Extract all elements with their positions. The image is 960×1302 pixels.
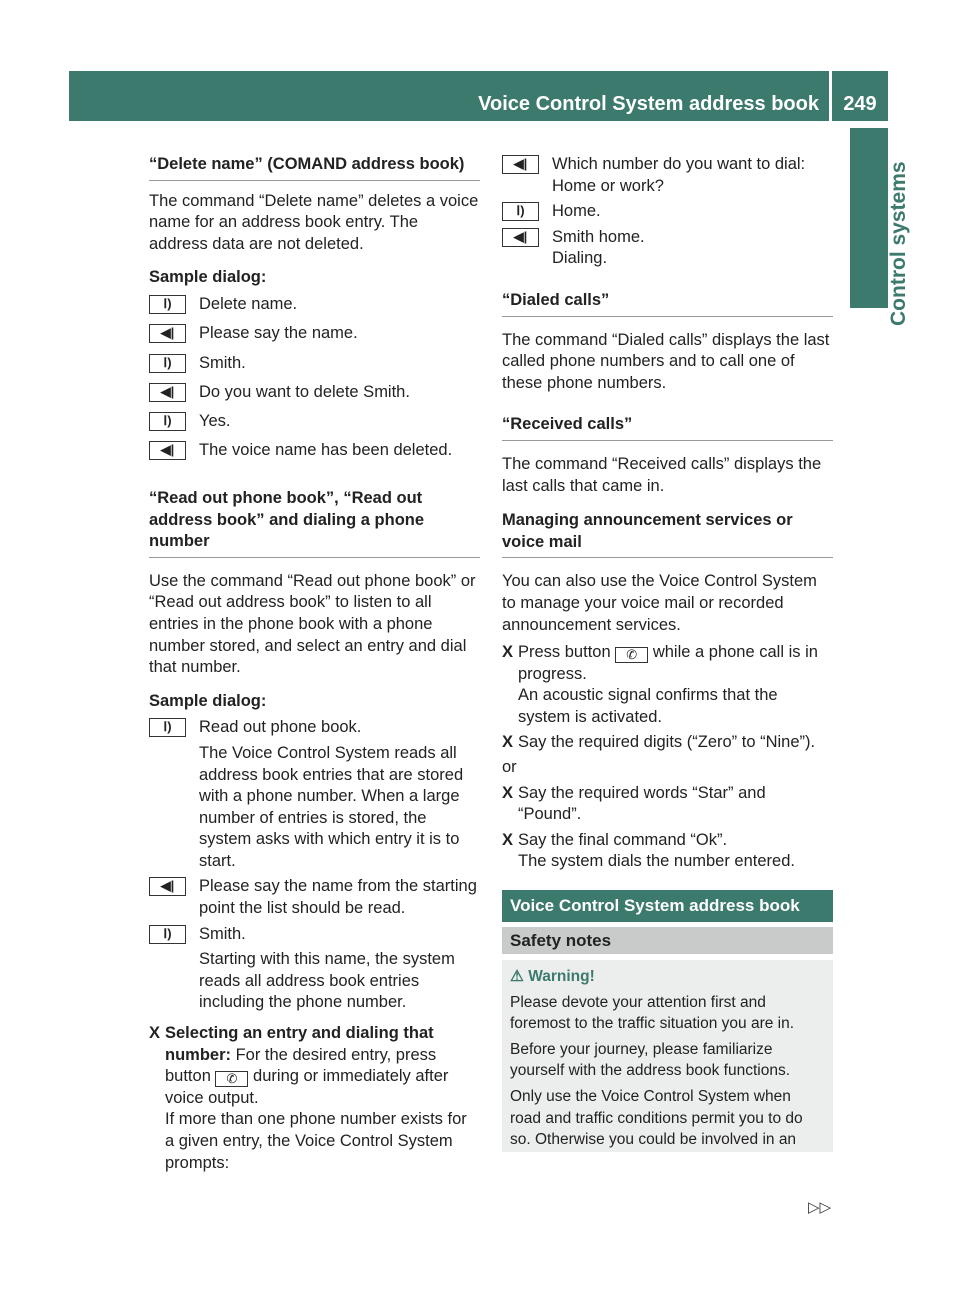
dialog-line: ⵏ) Home. [502, 201, 833, 223]
bullet-item: X Say the final command “Ok”. The system dials the number entered. [502, 830, 833, 873]
bullet-result: If more than one phone number exists for a given entry, the Voice Control System prompts: [165, 1110, 467, 1172]
page-header [69, 71, 888, 121]
warning-text: Before your journey, please familiarize yourself with the address book functions. [510, 1040, 791, 1080]
dialed-text: The command “Dialed calls” displays the last called phone numbers and to call one of these phone numbers. [502, 330, 830, 392]
dialog-list [149, 294, 480, 462]
dialog-list [149, 717, 480, 1014]
bullet-item: X Say the required digits (“Zero” to “Nine”). [502, 732, 833, 754]
page-number: 249 [843, 93, 877, 115]
dialog-line: ◀| The voice name has been deleted. [149, 440, 480, 462]
x-bullet-icon: X [502, 733, 514, 752]
manage-heading: Managing announcement services or voice mail [502, 510, 833, 558]
bullet-item: X Say the required words “Star” and “Pound”. [502, 783, 766, 824]
left-column [149, 154, 480, 1174]
speaker-system-icon: ◀| [149, 324, 186, 343]
delete-text: The command “Delete name” deletes a voice name for an address book entry. The address data are not deleted. [149, 191, 479, 253]
warning-text: Please devote your attention first and foremost to the traffic situation you are in. [510, 993, 795, 1033]
speaker-user-icon: ⵏ) [502, 202, 539, 221]
talk-button-icon: ✆ [215, 1071, 248, 1087]
dialog-line: ◀| Please say the name from the starting point the list should be read. [149, 876, 480, 919]
dialed-heading: “Dialed calls” [502, 290, 833, 317]
bullet-item: X Selecting an entry and dialing that number: For the desired entry, press button ✆ during or immediately after voice output. If more than one phone number exists for a given entry, the Voice Control System prompts: [149, 1023, 480, 1174]
warning-title: Warning! [528, 968, 595, 985]
speaker-system-icon: ◀| [149, 383, 186, 402]
speaker-system-icon: ◀| [149, 441, 186, 460]
speaker-user-icon: ⵏ) [149, 295, 186, 314]
received-text: The command “Received calls” displays the last calls that came in. [502, 454, 822, 495]
manage-text: You can also use the Voice Control System to manage your voice mail or recorded announcement services. [502, 572, 817, 634]
subsection-title-bar: Safety notes [502, 927, 833, 954]
received-heading: “Received calls” [502, 414, 833, 441]
speaker-user-icon: ⵏ) [149, 925, 186, 944]
x-bullet-icon: X [502, 830, 514, 849]
dialog-line: ◀| Please say the name. [149, 323, 480, 345]
dialog-note: The Voice Control System reads all address book entries that are stored with a phone number. When a large number of entries is stored, the system asks with which entry it is to start. [199, 743, 464, 870]
section-title-bar: Voice Control System address book [502, 890, 833, 922]
warning-text: Only use the Voice Control System when road and traffic conditions permit you to do so. Otherwise you could be involved in an [510, 1087, 803, 1149]
x-bullet-icon: X [502, 783, 514, 802]
bullet-result: The system dials the number entered. [518, 852, 795, 871]
sample-dialog-label: Sample dialog: [149, 268, 267, 287]
dialog-line: ⵏ) Smith. [149, 924, 480, 946]
dialog-line: ⵏ) Yes. [149, 411, 480, 433]
continue-arrows-icon: ▷▷ [808, 1199, 832, 1216]
x-bullet-icon: X [502, 643, 514, 662]
speaker-user-icon: ⵏ) [149, 354, 186, 373]
right-column [502, 154, 833, 873]
dialog-line: ⵏ) Read out phone book. [149, 717, 480, 739]
x-bullet-icon: X [149, 1024, 161, 1043]
bullet-item: X Press button ✆ while a phone call is in progress. An acoustic signal confirms that the system is activated. [502, 642, 833, 728]
dialog-line: ⵏ) Smith. [149, 353, 480, 375]
speaker-user-icon: ⵏ) [149, 412, 186, 431]
talk-button-icon: ✆ [615, 647, 648, 663]
dialog-line: ◀| Smith home. Dialing. [502, 227, 833, 270]
bullet-result: An acoustic signal confirms that the system is activated. [518, 686, 778, 726]
or-text: or [502, 758, 517, 777]
dialog-line: ◀| Which number do you want to dial: Home or work? [502, 154, 833, 197]
speaker-system-icon: ◀| [502, 228, 539, 247]
dialog-line: ⵏ) Delete name. [149, 294, 480, 316]
header-title: Voice Control System address book [478, 93, 819, 115]
speaker-user-icon: ⵏ) [149, 718, 186, 737]
side-label: Control systems [887, 161, 910, 326]
speaker-system-icon: ◀| [502, 155, 539, 174]
read-text: Use the command “Read out phone book” or “Read out address book” to listen to all entries in the phone book with a phone number stored, and select an entry and dial that number. [149, 571, 476, 677]
delete-heading: “Delete name” (COMAND address book) [149, 154, 480, 181]
read-heading: “Read out phone book”, “Read out address book” and dialing a phone number [149, 488, 480, 558]
dialog-line: ◀| Do you want to delete Smith. [149, 382, 480, 404]
speaker-system-icon: ◀| [149, 877, 186, 896]
sample-dialog-label: Sample dialog: [149, 691, 267, 710]
warning-triangle-icon: ⚠ [510, 968, 529, 985]
dialog-note: Starting with this name, the system reads all address book entries including the phone number. [199, 950, 455, 1012]
warning-box [502, 960, 833, 1152]
side-tab [850, 128, 888, 308]
